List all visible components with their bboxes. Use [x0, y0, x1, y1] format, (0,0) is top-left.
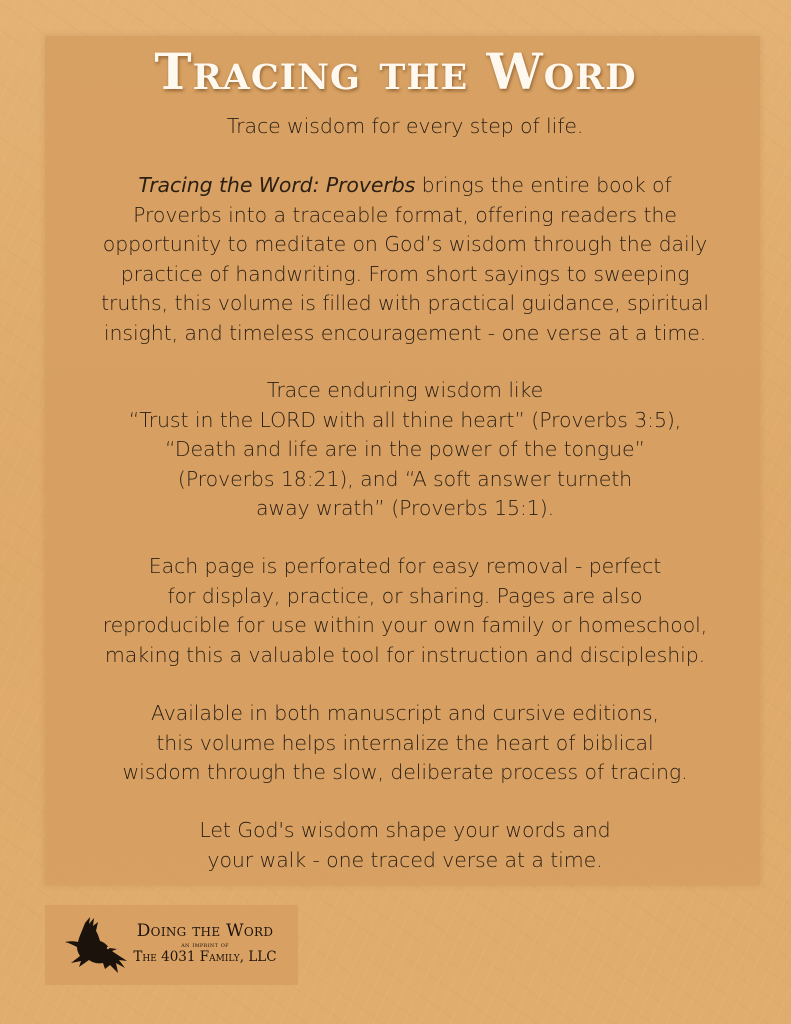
paragraph-verses [55, 376, 755, 524]
paragraph-line: “Trust in the LORD with all thine heart” (Proverbs 3:5), [128, 407, 682, 432]
paragraph-line: reproducible for use within your own family or homeschool, [102, 613, 708, 637]
paragraph-line: your walk - one traced verse at a time. [207, 847, 603, 872]
paragraph-line: truths, this volume is filled with practical guidance, spiritual [101, 291, 709, 315]
paragraph-editions [55, 699, 755, 788]
paragraph-line: practice of handwriting. From short sayings to sweeping [120, 261, 690, 286]
paragraph-line: for display, practice, or sharing. Pages are also [167, 583, 643, 608]
paragraph-line: Let God's wisdom shape your words and [199, 818, 611, 842]
title-text: Tracing the Word [154, 42, 637, 101]
paragraph-line: Proverbs into a traceable format, offering readers the [133, 202, 677, 227]
logo-imprint: an imprint of [181, 941, 229, 949]
paragraph-line: opportunity to meditate on God’s wisdom through the daily [102, 232, 708, 256]
paragraph-line: making this a valuable tool for instruction and discipleship. [104, 642, 706, 667]
paragraph-line: insight, and timeless encouragement - one verse at a time. [103, 320, 707, 345]
paragraph-description [55, 171, 755, 348]
page-title [0, 44, 791, 99]
paragraph-perforated [55, 552, 755, 670]
paragraph-closing [55, 816, 755, 875]
logo-text [117, 923, 293, 965]
book-title: Tracing the Word: Proverbs [138, 173, 416, 197]
paragraph-line: Each page is perforated for easy removal - perfect [148, 554, 662, 578]
logo-title: Doing the Word [136, 921, 274, 941]
subtitle-line: Trace wisdom for every step of life. [226, 114, 584, 138]
paragraph-line: “Death and life are in the power of the tongue” [164, 437, 646, 461]
logo-company: The 4031 Family, LLC [133, 949, 277, 965]
paragraph-line: (Proverbs 18:21), and “A soft answer turneth [177, 466, 633, 491]
paragraph-line [55, 171, 755, 201]
paragraph-line: wisdom through the slow, deliberate process of tracing. [122, 760, 688, 784]
paragraph-line-text: brings the entire book of [415, 173, 672, 197]
publisher-logo [45, 905, 298, 985]
paragraph-line: this volume helps internalize the heart of biblical [156, 730, 654, 755]
subtitle [55, 112, 755, 142]
paragraph-line: away wrath” (Proverbs 15:1). [255, 496, 555, 520]
paragraph-line: Available in both manuscript and cursive editions, [151, 701, 659, 725]
paragraph-line: Trace enduring wisdom like [266, 378, 544, 402]
